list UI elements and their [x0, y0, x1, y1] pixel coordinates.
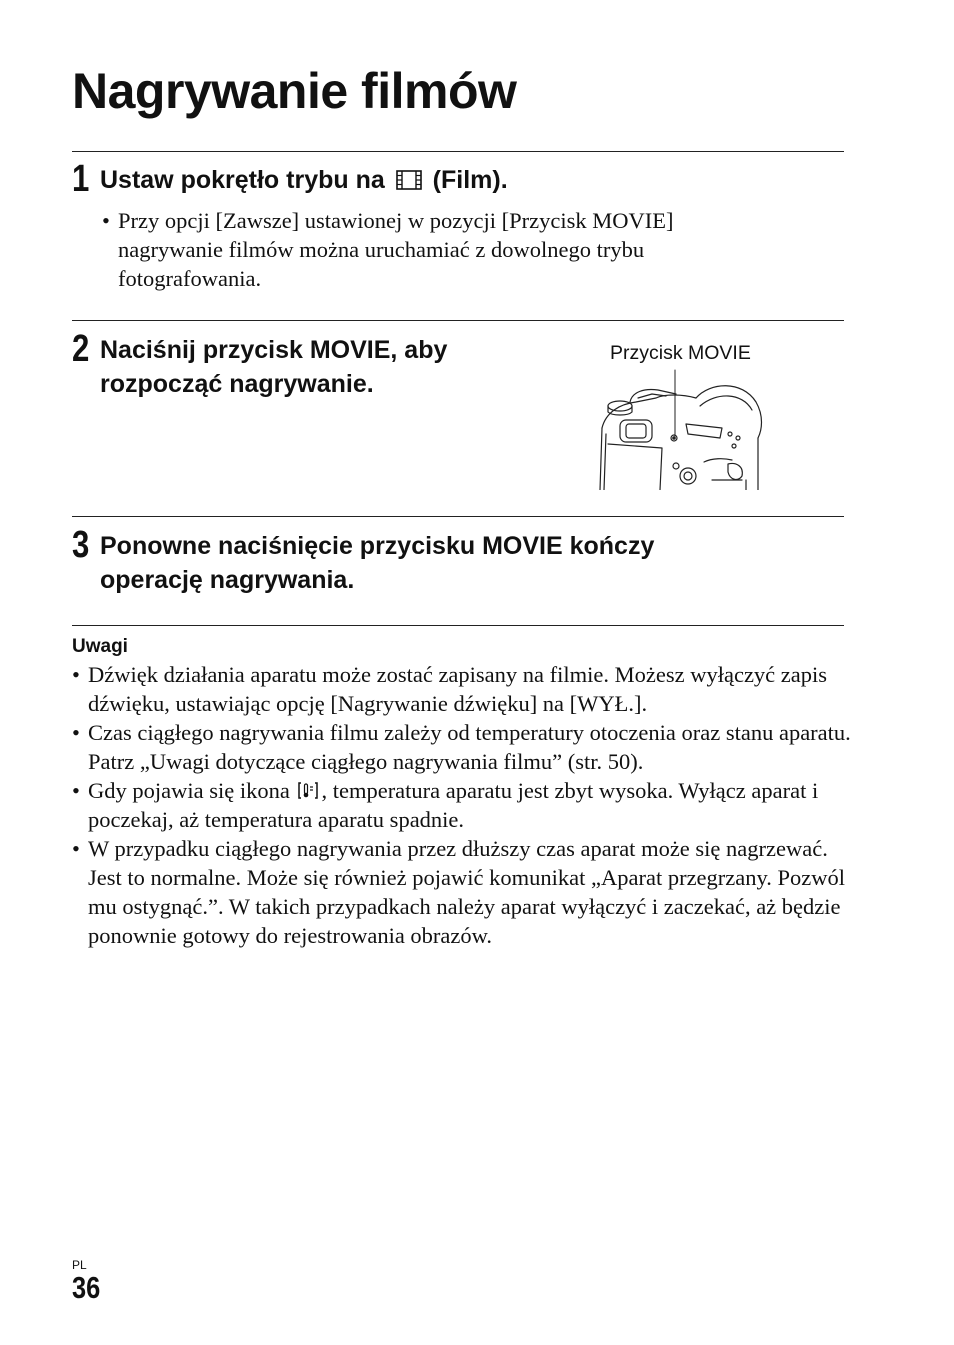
step-1-title-suffix: (Film).	[432, 166, 508, 194]
step-3-divider	[72, 516, 844, 517]
step-3-number: 3	[72, 524, 90, 566]
camera-top-illustration	[592, 368, 770, 490]
notes-list	[72, 660, 852, 950]
list-item	[72, 834, 852, 950]
movie-button-callout-label: Przycisk MOVIE	[610, 342, 751, 364]
step-3-title-line-1: Ponowne naciśnięcie przycisku MOVIE kończy	[100, 532, 655, 560]
bullet-symbol: •	[72, 778, 80, 803]
list-item	[72, 718, 852, 776]
step-1-divider	[72, 151, 844, 152]
step-1-title-text: Ustaw pokrętło trybu na	[100, 166, 385, 194]
bullet-symbol: •	[72, 720, 80, 745]
step-1-bullets	[102, 206, 782, 293]
language-label: PL	[72, 1258, 87, 1272]
overheat-warning-icon	[297, 781, 319, 800]
step-1-title	[100, 163, 508, 197]
page-number: 36	[72, 1270, 101, 1305]
note-text: Czas ciągłego nagrywania filmu zależy od temperatury otoczenia oraz stanu aparatu. Patrz „Uwagi dotyczące ciągłego nagrywania filmu” (str. 50).	[88, 720, 851, 774]
bullet-symbol: •	[72, 836, 80, 861]
bullet-symbol: •	[72, 662, 80, 687]
list-item	[72, 776, 852, 834]
note-text-start: Gdy pojawia się ikona	[88, 778, 290, 803]
note-text: Dźwięk działania aparatu może zostać zapisany na filmie. Możesz wyłączyć zapis dźwięku, ustawiając opcję [Nagrywanie dźwięku] na [WYŁ.].	[88, 662, 828, 716]
note-text-end: , temperatura aparatu jest zbyt wysoka. Wyłącz aparat i poczekaj, aż temperatura aparatu spadnie.	[88, 778, 819, 832]
step-2-divider	[72, 320, 844, 321]
page-title: Nagrywanie filmów	[72, 63, 517, 119]
step-3-title-line-2: operację nagrywania.	[100, 566, 355, 594]
step-2-title-line-1: Naciśnij przycisk MOVIE, aby	[100, 336, 448, 364]
step-2-title-line-2: rozpocząć nagrywanie.	[100, 370, 374, 398]
list-item	[72, 660, 852, 718]
notes-heading: Uwagi	[72, 636, 128, 657]
step-3-title	[100, 529, 820, 597]
step-1-bullet-text: Przy opcji [Zawsze] ustawionej w pozycji [Przycisk MOVIE] nagrywanie filmów można uruchamiać z dowolnego trybu fotografowania.	[118, 208, 674, 291]
note-text: W przypadku ciągłego nagrywania przez dłuższy czas aparat może się nagrzewać. Jest to normalne. Może się również pojawić komunikat „Aparat przegrzany. Pozwól mu ostygnąć.”. W takich przypadkach należy aparat wyłączyć i zaczekać, aż będzie ponownie gotowy do rejestrowania obrazów.	[88, 836, 846, 948]
list-item	[102, 206, 782, 293]
step-2-title	[100, 333, 560, 401]
step-1-number: 1	[72, 158, 90, 200]
bullet-symbol: •	[102, 208, 110, 233]
step-2-number: 2	[72, 328, 90, 370]
notes-divider	[72, 625, 844, 626]
film-mode-icon	[396, 170, 422, 190]
